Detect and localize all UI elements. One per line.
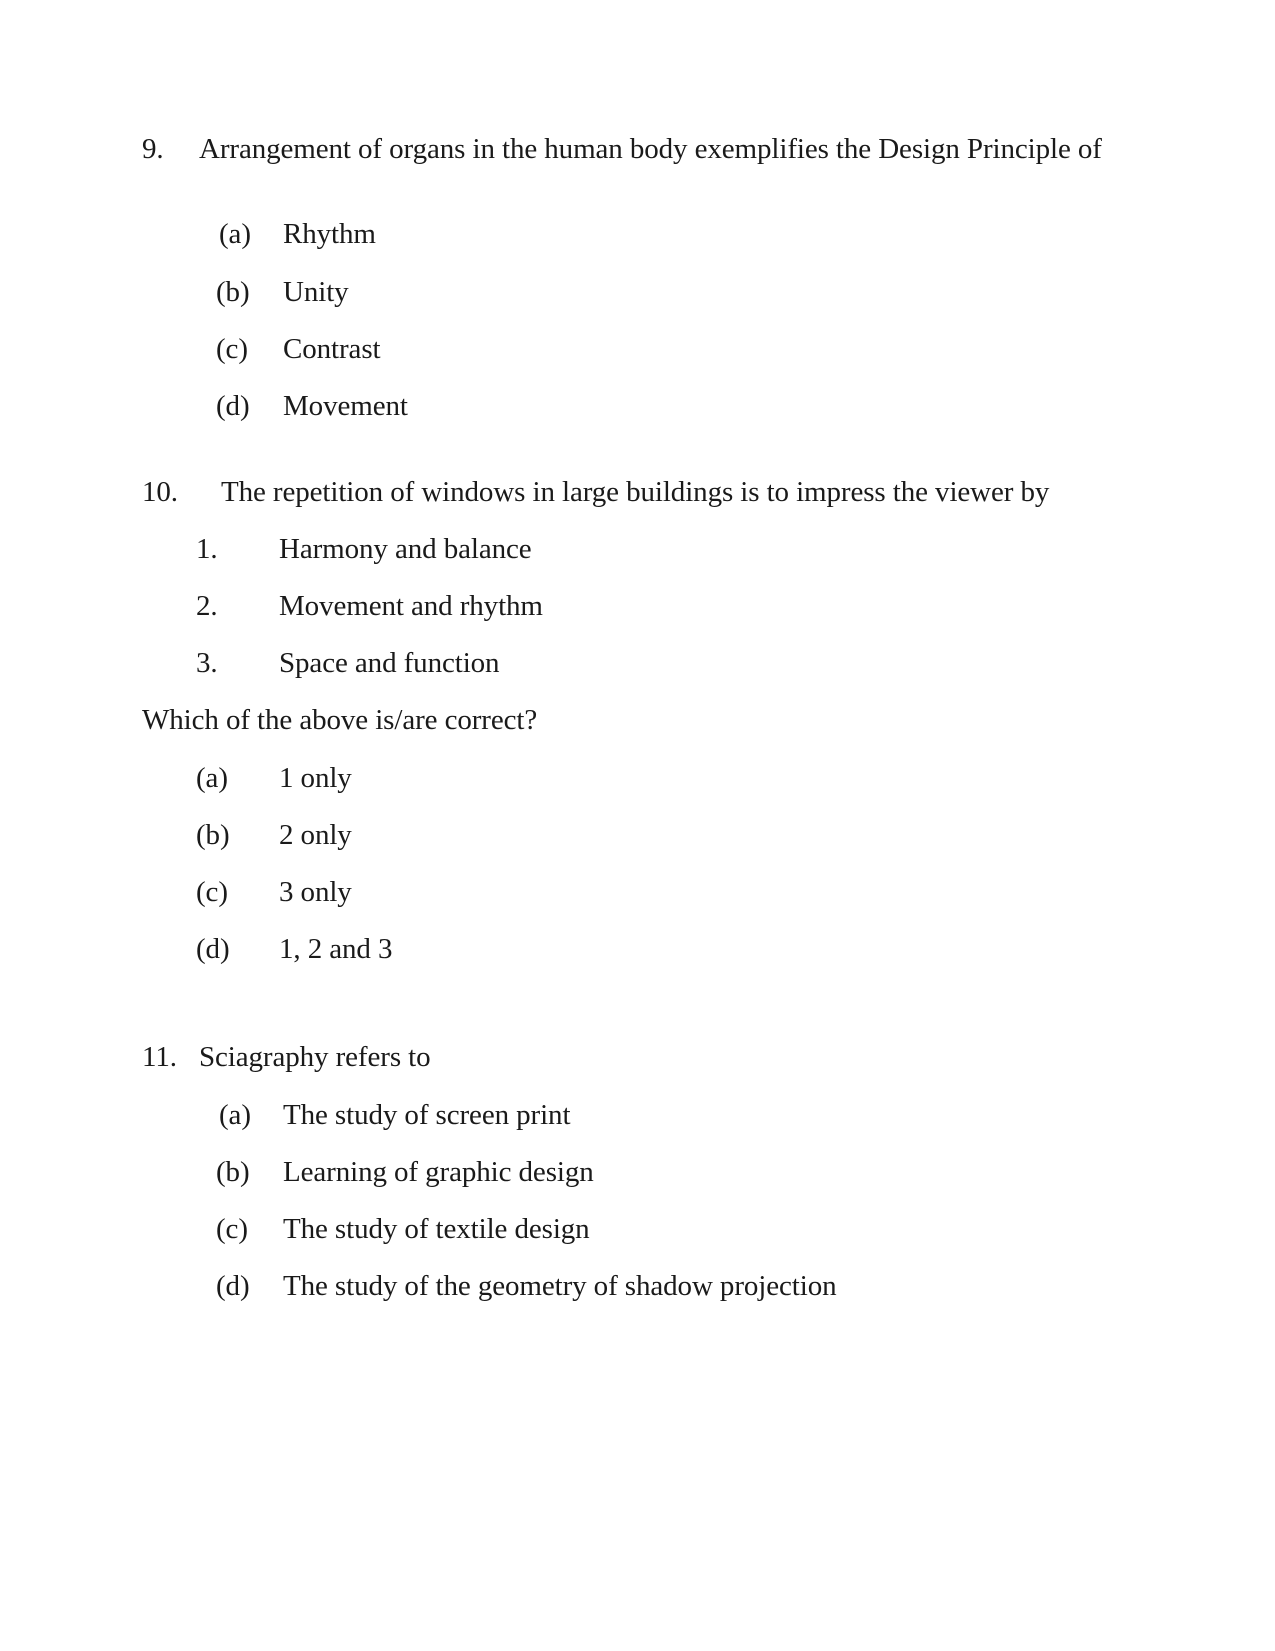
option-text-9-a: Rhythm bbox=[283, 218, 376, 250]
option-text-10-b: 2 only bbox=[279, 819, 352, 851]
option-label-9-c: (c) bbox=[216, 333, 248, 365]
option-text-10-d: 1, 2 and 3 bbox=[279, 933, 393, 965]
statement-label-10-1: 1. bbox=[196, 533, 218, 565]
spacer bbox=[0, 164, 1275, 191]
statement-text-10-3: Space and function bbox=[279, 647, 500, 679]
option-10-d[interactable] bbox=[0, 935, 1275, 964]
option-9-c[interactable] bbox=[0, 335, 1275, 364]
option-label-9-b: (b) bbox=[216, 276, 250, 308]
option-11-a[interactable] bbox=[0, 1101, 1275, 1130]
option-label-11-d: (d) bbox=[216, 1270, 250, 1302]
option-text-11-c: The study of textile design bbox=[283, 1213, 590, 1245]
question-number-9: 9. bbox=[142, 133, 164, 165]
option-9-a[interactable] bbox=[0, 220, 1275, 249]
option-10-a[interactable] bbox=[0, 764, 1275, 793]
question-stem-10 bbox=[0, 478, 1275, 507]
option-9-d[interactable] bbox=[0, 392, 1275, 421]
question-block-11 bbox=[0, 1043, 1275, 1301]
option-text-9-b: Unity bbox=[283, 276, 349, 308]
option-label-10-a: (a) bbox=[196, 762, 228, 794]
statement-10-1[interactable] bbox=[0, 535, 1275, 564]
option-label-11-c: (c) bbox=[216, 1213, 248, 1245]
option-label-10-b: (b) bbox=[196, 819, 230, 851]
question-block-9 bbox=[0, 135, 1275, 421]
option-text-10-c: 3 only bbox=[279, 876, 352, 908]
option-11-d[interactable] bbox=[0, 1272, 1275, 1301]
option-11-c[interactable] bbox=[0, 1215, 1275, 1244]
option-11-b[interactable] bbox=[0, 1158, 1275, 1187]
statement-text-10-1: Harmony and balance bbox=[279, 533, 532, 565]
question-stem-9 bbox=[0, 135, 1275, 164]
question-number-11: 11. bbox=[142, 1041, 177, 1073]
option-label-11-b: (b) bbox=[216, 1156, 250, 1188]
option-label-11-a: (a) bbox=[219, 1099, 251, 1131]
option-label-10-d: (d) bbox=[196, 933, 230, 965]
statement-10-3[interactable] bbox=[0, 649, 1275, 678]
statement-text-10-2: Movement and rhythm bbox=[279, 590, 543, 622]
question-10-prompt: Which of the above is/are correct? bbox=[142, 704, 538, 736]
question-text-9: Arrangement of organs in the human body exemplifies the Design Principle of bbox=[199, 133, 1102, 165]
option-text-11-b: Learning of graphic design bbox=[283, 1156, 594, 1188]
statement-label-10-3: 3. bbox=[196, 647, 218, 679]
option-text-9-c: Contrast bbox=[283, 333, 381, 365]
option-10-b[interactable] bbox=[0, 821, 1275, 850]
option-text-11-d: The study of the geometry of shadow projection bbox=[283, 1270, 837, 1302]
option-text-9-d: Movement bbox=[283, 390, 408, 422]
option-text-10-a: 1 only bbox=[279, 762, 352, 794]
question-number-10: 10. bbox=[142, 476, 178, 508]
option-9-b[interactable] bbox=[0, 278, 1275, 307]
statement-label-10-2: 2. bbox=[196, 590, 218, 622]
option-label-9-d: (d) bbox=[216, 390, 250, 422]
question-block-10 bbox=[0, 478, 1275, 964]
question-text-11: Sciagraphy refers to bbox=[199, 1041, 431, 1073]
option-label-9-a: (a) bbox=[219, 218, 251, 250]
option-label-10-c: (c) bbox=[196, 876, 228, 908]
question-text-10: The repetition of windows in large buildings is to impress the viewer by bbox=[221, 476, 1050, 508]
statement-10-2[interactable] bbox=[0, 592, 1275, 621]
option-10-c[interactable] bbox=[0, 878, 1275, 907]
question-stem-11 bbox=[0, 1043, 1275, 1072]
option-text-11-a: The study of screen print bbox=[283, 1099, 571, 1131]
